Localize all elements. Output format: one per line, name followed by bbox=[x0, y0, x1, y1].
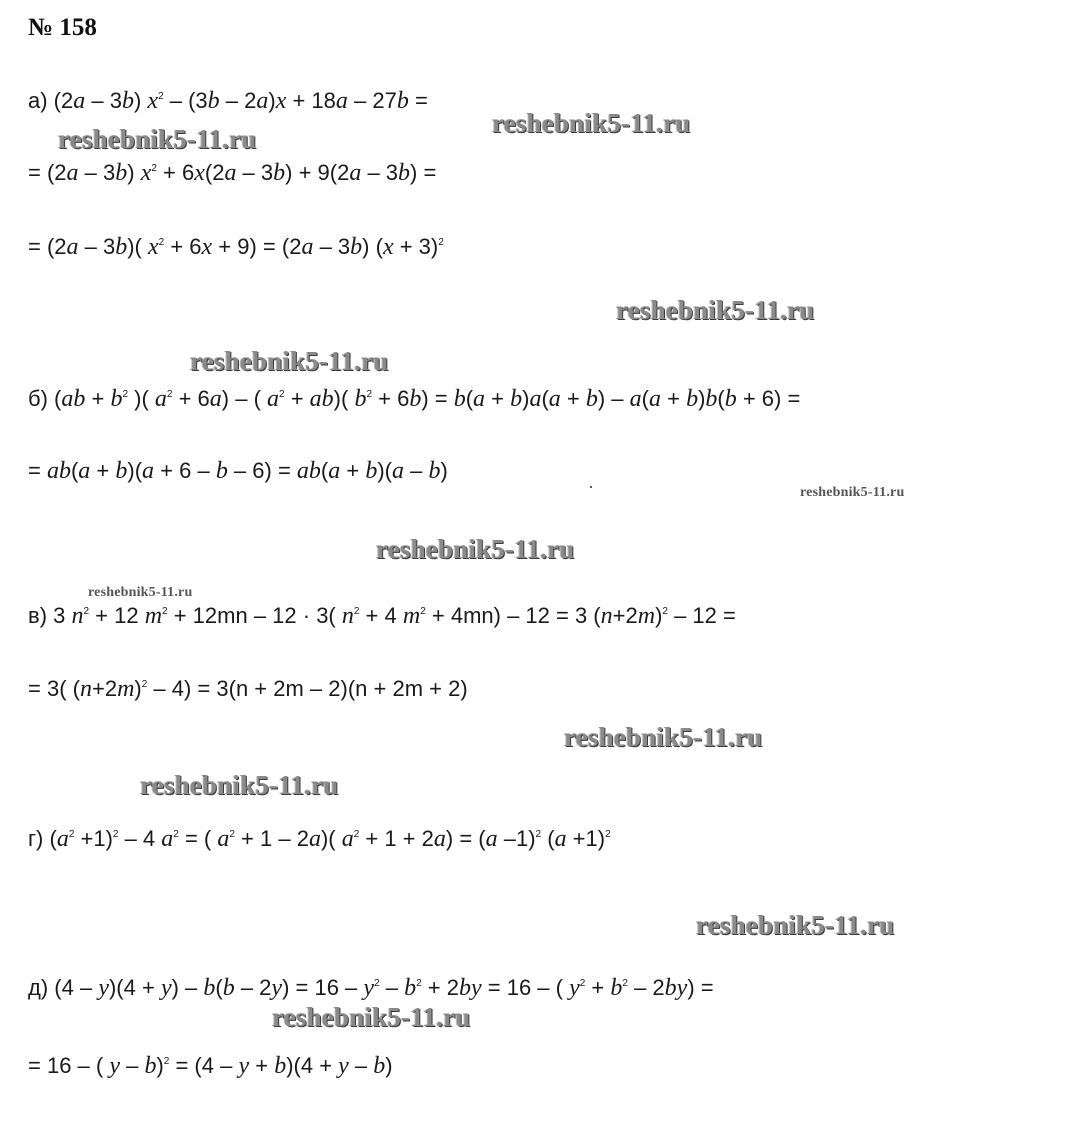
solution-v-line-1: в) 3 $n^2 + 12$ $m^2 + 12mn - 12 \cdot 3$( $n^2 + 4$ $m^2 + 4mn) - 12 = 3$ $(n+2m)^2 - 12$ = bbox=[28, 603, 736, 629]
solution-g-line-1: г) $(a^2 +1)^2 - 4$ $a^2$ = ( $a^2 + 1 - 2a$)( $a^2 + 1 + 2a) = (a$ –1)$^2$ $(a +1)^2$ bbox=[28, 826, 611, 852]
part-label-v: в) bbox=[28, 603, 48, 628]
watermark: reshebnik5-11.ru bbox=[190, 346, 389, 376]
watermark: reshebnik5-11.ru bbox=[376, 534, 575, 564]
watermark: reshebnik5-11.ru bbox=[492, 108, 691, 138]
solution-d-line-2: = 16 – ( y – b)$^2$ = (4 – y + b)(4 + y – b) bbox=[28, 1053, 393, 1079]
solution-b-line-1: б) ($ab + b^2$ )( $a^2 + 6a$) – ( $a^2 + ab$)( $b^2 + 6b) = b(a + b)a(a + b) - a(a + b)b(b + 6)$ = bbox=[28, 386, 801, 412]
solution-v-line-2: = 3( $(n+2m)^2 - 4) = 3(n + 2m - 2)(n + 2m + 2)$ bbox=[28, 676, 468, 702]
watermark: reshebnik5-11.ru bbox=[140, 770, 339, 800]
part-label-g: г) bbox=[28, 826, 44, 851]
watermark: reshebnik5-11.ru bbox=[88, 585, 193, 600]
watermark: reshebnik5-11.ru bbox=[58, 124, 257, 154]
problem-number: № 158 bbox=[28, 14, 97, 41]
stray-dot bbox=[590, 486, 592, 488]
part-label-b: б) bbox=[28, 386, 48, 411]
part-label-d: д) bbox=[28, 975, 49, 1000]
solution-a-line-2: = (2a – 3b) $x^2 + 6x(2a - 3b) + 9(2a - 3b)$ = bbox=[28, 160, 437, 186]
part-label-a: а) bbox=[28, 88, 48, 113]
watermark: reshebnik5-11.ru bbox=[616, 295, 815, 325]
solution-b-line-2: = ab(a + b)(a + 6 – b – 6) = ab(a + b)(a – b) bbox=[28, 458, 448, 484]
watermark: reshebnik5-11.ru bbox=[800, 485, 905, 500]
solution-d-line-1: д) $(4 - y)(4 + y) - b(b - 2y) = 16 - y^2 - b^2 + 2by = 16$ – ( $y^2 + b^2 - 2by$) = bbox=[28, 975, 714, 1001]
solution-a-line-1: а) (2a – 3b) $x^2 - (3b - 2a)x + 18a - 27b$ = bbox=[28, 88, 428, 114]
watermark: reshebnik5-11.ru bbox=[696, 910, 895, 940]
watermark: reshebnik5-11.ru bbox=[272, 1002, 471, 1032]
solution-a-line-3: = (2a – 3b)( $x^2 + 6x + 9) = (2a - 3b)$ $(x + 3)^2$ bbox=[28, 234, 444, 260]
watermark: reshebnik5-11.ru bbox=[564, 722, 763, 752]
